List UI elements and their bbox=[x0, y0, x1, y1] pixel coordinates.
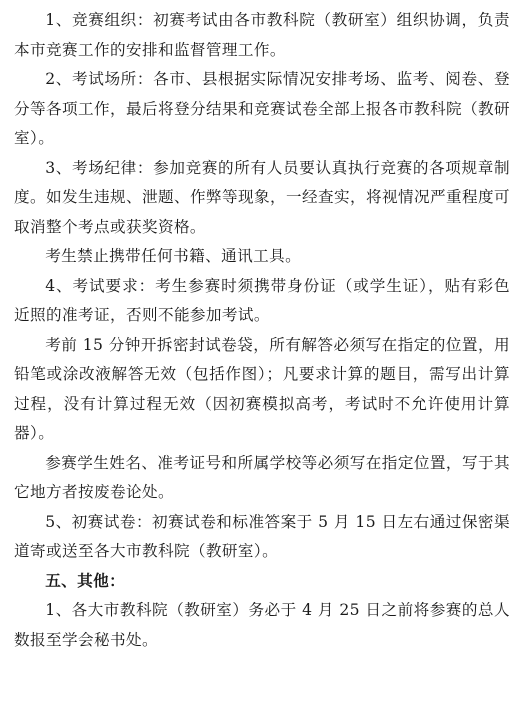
section-heading-other: 五、其他： bbox=[45, 571, 126, 590]
paragraph-exam-discipline: 3、考场纪律：参加竞赛的所有人员要认真执行竞赛的各项规章制度。如发生违规、泄题、作弊等现象，一经查实，将视情况严重程度可取消整个考点或获奖资格。 bbox=[14, 158, 510, 236]
paragraph-preliminary-papers: 5、初赛试卷：初赛试卷和标准答案于 5 月 15 日左右通过保密渠道寄或送至各大市教科院（教研室）。 bbox=[14, 512, 510, 560]
paragraph-student-info: 参赛学生姓名、准考证号和所属学校等必须写在指定位置，写于其它地方者按废卷论处。 bbox=[14, 453, 510, 501]
paragraph-exam-requirements: 4、考试要求：考生参赛时须携带身份证（或学生证），贴有彩色近照的准考证，否则不能参加考试。 bbox=[14, 276, 510, 324]
paragraph-prohibited-items: 考生禁止携带任何书籍、通讯工具。 bbox=[45, 247, 302, 265]
paragraph-competition-organization: 1、竞赛组织：初赛考试由各市教科院（教研室）组织协调，负责本市竞赛工作的安排和监督管理工作。 bbox=[14, 11, 510, 59]
paragraph-registration-deadline: 1、各大市教科院（教研室）务必于 4 月 25 日之前将参赛的总人数报至学会秘书处。 bbox=[14, 601, 510, 649]
paragraph-answer-rules: 考前 15 分钟开拆密封试卷袋，所有解答必须写在指定的位置，用铅笔或涂改液解答无效（包括作图）；凡要求计算的题目，需写出计算过程，没有计算过程无效（因初赛模拟高考，考试时不允许使用计算器）。 bbox=[14, 335, 510, 442]
paragraph-exam-venue: 2、考试场所：各市、县根据实际情况安排考场、监考、阅卷、登分等各项工作，最后将登分结果和竞赛试卷全部上报各市教科院（教研室）。 bbox=[14, 70, 510, 147]
